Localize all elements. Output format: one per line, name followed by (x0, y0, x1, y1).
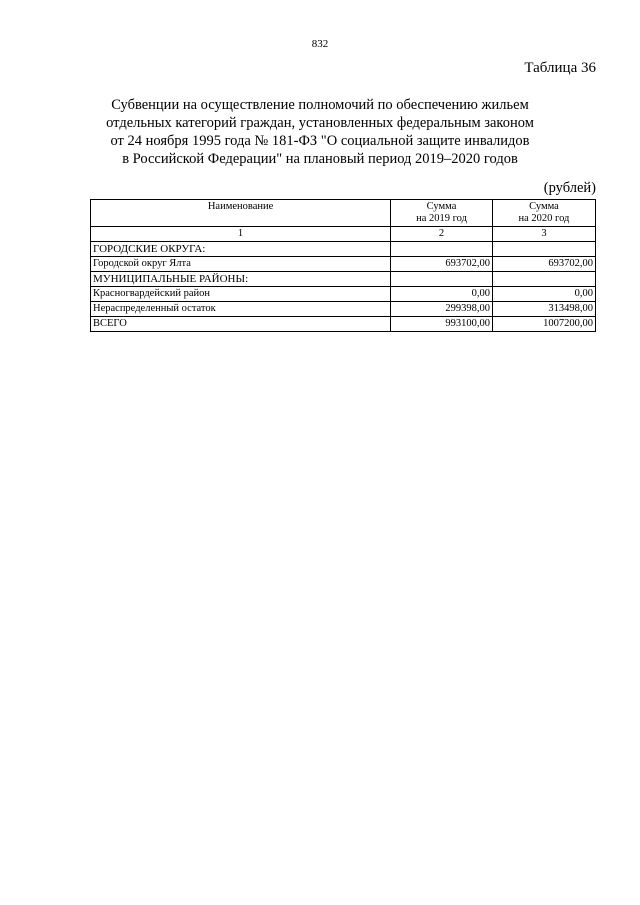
title-line: в Российской Федерации" на плановый период 2019–2020 годов (122, 151, 518, 167)
row-name: Нераспределенный остаток (91, 302, 391, 317)
table-label: Таблица 36 (524, 60, 596, 76)
row-value-2019: 0,00 (391, 287, 493, 302)
total-row (91, 317, 596, 332)
title-line: от 24 ноября 1995 года № 181-ФЗ "О социальной защите инвалидов (110, 133, 530, 149)
header-sum-label: Сумма (529, 201, 559, 212)
total-name: ВСЕГО (91, 317, 391, 332)
table-row (91, 272, 596, 287)
title-line: отдельных категорий граждан, установленных федеральным законом (106, 115, 534, 131)
table-row (91, 287, 596, 302)
header-year-label: на 2019 год (416, 213, 467, 224)
header-sum-label: Сумма (426, 201, 457, 212)
header-name: Наименование (91, 200, 391, 227)
document-title (60, 96, 580, 168)
row-value-2020: 693702,00 (492, 257, 595, 272)
row-name: Городской округ Ялта (91, 257, 391, 272)
row-value-2020 (492, 272, 595, 287)
row-value-2019: 299398,00 (391, 302, 493, 317)
header-year-label: на 2020 год (518, 213, 570, 224)
units-label: (рублей) (543, 180, 596, 196)
header-sum-2020 (492, 200, 595, 227)
row-name: ГОРОДСКИЕ ОКРУГА: (91, 242, 391, 257)
title-line: Субвенции на осуществление полномочий по обеспечению жильем (111, 97, 529, 113)
total-value-2019: 993100,00 (391, 317, 493, 332)
row-value-2020: 313498,00 (492, 302, 595, 317)
row-value-2020: 0,00 (492, 287, 595, 302)
page-number: 832 (311, 38, 329, 50)
column-number: 1 (91, 227, 391, 242)
column-number-row (91, 227, 596, 242)
header-row (91, 200, 596, 227)
table-row (91, 302, 596, 317)
header-sum-2019 (391, 200, 493, 227)
table-row (91, 242, 596, 257)
row-value-2020 (492, 242, 595, 257)
row-value-2019 (391, 242, 493, 257)
total-value-2020: 1007200,00 (492, 317, 595, 332)
row-name: МУНИЦИПАЛЬНЫЕ РАЙОНЫ: (91, 272, 391, 287)
row-value-2019: 693702,00 (391, 257, 493, 272)
table-row (91, 257, 596, 272)
row-value-2019 (391, 272, 493, 287)
row-name: Красногвардейский район (91, 287, 391, 302)
subventions-table (90, 199, 596, 332)
column-number: 3 (492, 227, 595, 242)
column-number: 2 (391, 227, 493, 242)
